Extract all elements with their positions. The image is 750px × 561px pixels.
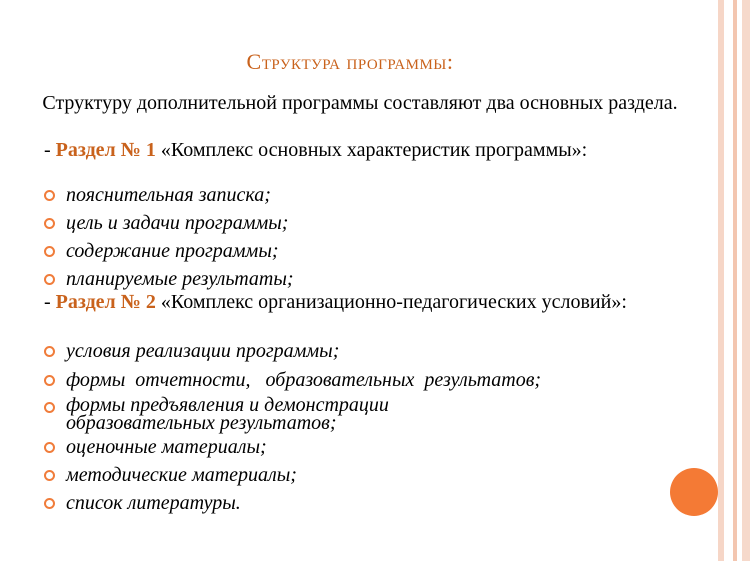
section-2-label: Раздел № 2 (55, 291, 156, 313)
list-item (44, 396, 541, 436)
list-item-text: методические материалы; (66, 464, 297, 486)
section-2-heading (44, 291, 684, 313)
circle-bullet-icon (44, 274, 55, 285)
list-item-text: список литературы. (66, 492, 241, 514)
slide-title: Структура программы: (246, 49, 454, 74)
section-2-list (44, 340, 541, 520)
section-1-list (44, 184, 294, 296)
section-1-label: Раздел № 1 (55, 139, 156, 161)
list-item (44, 369, 541, 396)
section-2-text: «Комплекс организационно-педагогических условий»: (155, 291, 627, 313)
list-item-text: содержание программы; (66, 240, 279, 262)
list-item-text: формы предъявления и демонстрации образовательных результатов; (66, 394, 389, 434)
list-item-text: планируемые результаты; (66, 268, 294, 290)
list-item (44, 436, 541, 464)
section-1-prefix: - (44, 139, 56, 161)
decorative-edge-bar (733, 0, 737, 561)
list-item (44, 492, 541, 520)
decorative-orange-circle (670, 468, 718, 516)
list-item-text: оценочные материалы; (66, 436, 267, 458)
decorative-edge-bar (742, 0, 750, 561)
list-item-text: формы отчетности, образовательных результатов; (66, 369, 542, 391)
list-item (44, 340, 541, 369)
list-item (44, 240, 294, 268)
list-item-text: пояснительная записка; (66, 184, 271, 206)
circle-bullet-icon (44, 402, 55, 413)
intro-text: Структуру дополнительной программы составляют два основных раздела. (42, 92, 678, 114)
circle-bullet-icon (44, 190, 55, 201)
circle-bullet-icon (44, 498, 55, 509)
decorative-edge-bar (718, 0, 724, 561)
circle-bullet-icon (44, 218, 55, 229)
list-item (44, 184, 294, 212)
circle-bullet-icon (44, 346, 55, 357)
circle-bullet-icon (44, 470, 55, 481)
section-1-text: «Комплекс основных характеристик программы»: (155, 139, 588, 161)
section-2-prefix: - (44, 291, 56, 313)
list-item-text: условия реализации программы; (66, 340, 340, 362)
list-item-text: цель и задачи программы; (66, 212, 289, 234)
section-1-heading (44, 139, 684, 161)
list-item (44, 464, 541, 492)
circle-bullet-icon (44, 442, 55, 453)
list-item (44, 212, 294, 240)
circle-bullet-icon (44, 375, 55, 386)
circle-bullet-icon (44, 246, 55, 257)
